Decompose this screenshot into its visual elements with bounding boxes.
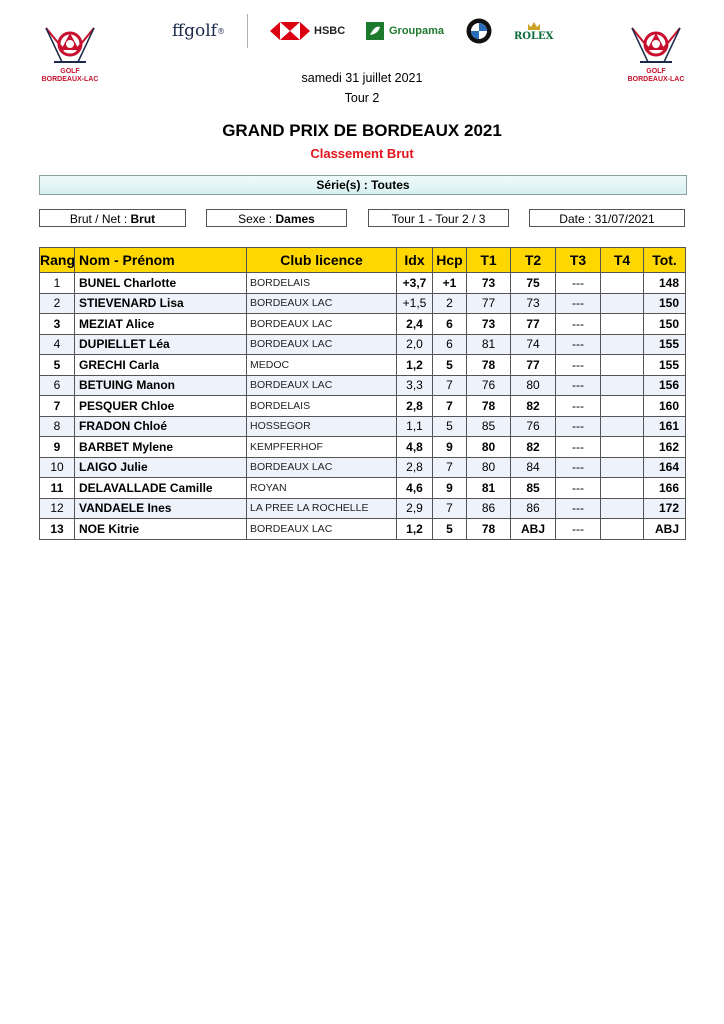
cell-rang: 11 — [40, 478, 75, 499]
col-header-t3: T3 — [556, 248, 601, 273]
registered-mark: ® — [216, 26, 225, 36]
cell-t1: 86 — [467, 498, 511, 519]
hsbc-text: HSBC — [314, 25, 346, 37]
groupama-text: Groupama — [389, 25, 445, 37]
cell-t4 — [601, 375, 644, 396]
cell-club: BORDEAUX LAC — [247, 334, 397, 355]
table-row — [40, 498, 686, 519]
cell-idx: 4,6 — [397, 478, 433, 499]
table-row — [40, 334, 686, 355]
cell-hcp: 7 — [433, 457, 467, 478]
cell-t3: --- — [556, 293, 601, 314]
cell-rang: 7 — [40, 396, 75, 417]
cell-t4 — [601, 273, 644, 294]
cell-hcp: 7 — [433, 375, 467, 396]
club-logo-line1: GOLF — [60, 68, 80, 75]
sexe-value: Dames — [275, 212, 315, 226]
cell-club: MEDOC — [247, 355, 397, 376]
cell-t3: --- — [556, 355, 601, 376]
sexe-filter — [206, 209, 347, 227]
cell-t2: 85 — [511, 478, 556, 499]
golf-club-crest-icon — [618, 22, 694, 68]
cell-idx: 2,9 — [397, 498, 433, 519]
cell-t2: 75 — [511, 273, 556, 294]
table-row — [40, 375, 686, 396]
cell-hcp: 9 — [433, 437, 467, 458]
table-row — [40, 519, 686, 540]
cell-idx: 2,0 — [397, 334, 433, 355]
cell-nom: DELAVALLADE Camille — [75, 478, 247, 499]
cell-t3: --- — [556, 498, 601, 519]
cell-nom: BETUING Manon — [75, 375, 247, 396]
cell-nom: FRADON Chloé — [75, 416, 247, 437]
hsbc-hexagon-icon — [270, 22, 310, 40]
cell-nom: STIEVENARD Lisa — [75, 293, 247, 314]
cell-idx: 4,8 — [397, 437, 433, 458]
cell-hcp: 5 — [433, 416, 467, 437]
tour-filter: Tour 1 - Tour 2 / 3 — [368, 209, 509, 227]
cell-tot: 156 — [644, 375, 686, 396]
cell-t1: 85 — [467, 416, 511, 437]
table-row — [40, 355, 686, 376]
cell-t4 — [601, 416, 644, 437]
table-row — [40, 273, 686, 294]
col-header-t2: T2 — [511, 248, 556, 273]
cell-t3: --- — [556, 375, 601, 396]
cell-idx: +3,7 — [397, 273, 433, 294]
cell-t1: 81 — [467, 478, 511, 499]
cell-club: ROYAN — [247, 478, 397, 499]
cell-t1: 80 — [467, 457, 511, 478]
cell-nom: LAIGO Julie — [75, 457, 247, 478]
cell-tot: 160 — [644, 396, 686, 417]
cell-tot: 150 — [644, 293, 686, 314]
cell-t4 — [601, 478, 644, 499]
cell-t2: 82 — [511, 437, 556, 458]
cell-rang: 6 — [40, 375, 75, 396]
cell-idx: 2,8 — [397, 457, 433, 478]
page-subtitle: Classement Brut — [310, 146, 414, 161]
ffgolf-logo — [172, 10, 225, 52]
cell-idx: 1,1 — [397, 416, 433, 437]
cell-hcp: 6 — [433, 334, 467, 355]
cell-nom: VANDAELE Ines — [75, 498, 247, 519]
hsbc-logo — [270, 10, 345, 52]
cell-hcp: 5 — [433, 519, 467, 540]
cell-t1: 78 — [467, 396, 511, 417]
cell-hcp: +1 — [433, 273, 467, 294]
club-logo-line2: BORDEAUX-LAC — [41, 76, 99, 83]
cell-nom: NOE Kitrie — [75, 519, 247, 540]
cell-rang: 4 — [40, 334, 75, 355]
cell-t2: 73 — [511, 293, 556, 314]
cell-t2: 74 — [511, 334, 556, 355]
cell-nom: PESQUER Chloe — [75, 396, 247, 417]
cell-rang: 9 — [40, 437, 75, 458]
rolex-text: ROLEX — [514, 30, 554, 42]
groupama-leaf-icon — [366, 22, 384, 40]
table-row — [40, 314, 686, 335]
cell-nom: DUPIELLET Léa — [75, 334, 247, 355]
cell-idx: 1,2 — [397, 355, 433, 376]
cell-t1: 78 — [467, 519, 511, 540]
cell-t1: 73 — [467, 273, 511, 294]
cell-idx: 2,4 — [397, 314, 433, 335]
cell-rang: 8 — [40, 416, 75, 437]
cell-t3: --- — [556, 273, 601, 294]
cell-t3: --- — [556, 437, 601, 458]
table-row — [40, 416, 686, 437]
ffgolf-text: ffgolf — [172, 21, 217, 41]
cell-club: BORDEAUX LAC — [247, 293, 397, 314]
cell-t3: --- — [556, 334, 601, 355]
cell-t1: 77 — [467, 293, 511, 314]
cell-t3: --- — [556, 396, 601, 417]
col-header-rang: Rang — [40, 248, 75, 273]
cell-tot: 155 — [644, 355, 686, 376]
cell-rang: 13 — [40, 519, 75, 540]
club-logo-line2: BORDEAUX-LAC — [627, 76, 685, 83]
col-header-hcp: Hcp — [433, 248, 467, 273]
club-logo-line1: GOLF — [646, 68, 666, 75]
cell-tot: 166 — [644, 478, 686, 499]
cell-idx: 3,3 — [397, 375, 433, 396]
brut-net-filter — [39, 209, 186, 227]
cell-tot: 172 — [644, 498, 686, 519]
cell-t1: 81 — [467, 334, 511, 355]
cell-t1: 78 — [467, 355, 511, 376]
sponsor-separator — [247, 14, 248, 48]
cell-rang: 12 — [40, 498, 75, 519]
cell-t1: 80 — [467, 437, 511, 458]
cell-t2: 84 — [511, 457, 556, 478]
cell-t3: --- — [556, 478, 601, 499]
cell-rang: 2 — [40, 293, 75, 314]
cell-t1: 73 — [467, 314, 511, 335]
col-header-nom: Nom - Prénom — [75, 248, 247, 273]
cell-club: BORDEAUX LAC — [247, 519, 397, 540]
cell-t4 — [601, 498, 644, 519]
groupama-logo — [366, 10, 444, 52]
col-header-tot: Tot. — [644, 248, 686, 273]
event-tour: Tour 2 — [344, 91, 380, 105]
table-row — [40, 396, 686, 417]
cell-hcp: 5 — [433, 355, 467, 376]
cell-t4 — [601, 519, 644, 540]
cell-t4 — [601, 355, 644, 376]
brut-net-value: Brut — [130, 212, 156, 226]
table-header-row — [40, 248, 686, 273]
cell-rang: 1 — [40, 273, 75, 294]
cell-tot: 150 — [644, 314, 686, 335]
cell-tot: 155 — [644, 334, 686, 355]
cell-t4 — [601, 334, 644, 355]
col-header-t4: T4 — [601, 248, 644, 273]
table-row — [40, 478, 686, 499]
cell-nom: MEZIAT Alice — [75, 314, 247, 335]
cell-club: HOSSEGOR — [247, 416, 397, 437]
cell-t3: --- — [556, 416, 601, 437]
cell-idx: 2,8 — [397, 396, 433, 417]
cell-nom: BARBET Mylene — [75, 437, 247, 458]
golf-club-crest-icon — [32, 22, 108, 68]
cell-t4 — [601, 396, 644, 417]
table-row — [40, 457, 686, 478]
cell-t2: 76 — [511, 416, 556, 437]
cell-club: KEMPFERHOF — [247, 437, 397, 458]
results-table — [39, 247, 686, 540]
cell-hcp: 7 — [433, 498, 467, 519]
cell-rang: 10 — [40, 457, 75, 478]
event-date: samedi 31 juillet 2021 — [301, 71, 423, 85]
bmw-roundel-icon — [466, 18, 492, 44]
table-row — [40, 437, 686, 458]
col-header-t1: T1 — [467, 248, 511, 273]
cell-idx: +1,5 — [397, 293, 433, 314]
serie-bar: Série(s) : Toutes — [39, 175, 687, 195]
cell-hcp: 7 — [433, 396, 467, 417]
cell-club: LA PREE LA ROCHELLE — [247, 498, 397, 519]
rolex-logo — [514, 10, 553, 52]
cell-tot: ABJ — [644, 519, 686, 540]
cell-rang: 5 — [40, 355, 75, 376]
cell-idx: 1,2 — [397, 519, 433, 540]
cell-t4 — [601, 457, 644, 478]
cell-tot: 162 — [644, 437, 686, 458]
date-filter: Date : 31/07/2021 — [529, 209, 685, 227]
cell-tot: 161 — [644, 416, 686, 437]
cell-nom: GRECHI Carla — [75, 355, 247, 376]
cell-tot: 148 — [644, 273, 686, 294]
cell-t1: 76 — [467, 375, 511, 396]
cell-tot: 164 — [644, 457, 686, 478]
rolex-crown-icon — [527, 21, 541, 31]
cell-rang: 3 — [40, 314, 75, 335]
cell-hcp: 6 — [433, 314, 467, 335]
cell-t4 — [601, 293, 644, 314]
cell-club: BORDEAUX LAC — [247, 375, 397, 396]
cell-t3: --- — [556, 519, 601, 540]
cell-hcp: 2 — [433, 293, 467, 314]
cell-t4 — [601, 437, 644, 458]
cell-t2: 80 — [511, 375, 556, 396]
cell-club: BORDELAIS — [247, 273, 397, 294]
cell-t4 — [601, 314, 644, 335]
table-row — [40, 293, 686, 314]
bmw-logo — [466, 10, 492, 52]
cell-t3: --- — [556, 314, 601, 335]
cell-club: BORDEAUX LAC — [247, 457, 397, 478]
cell-club: BORDEAUX LAC — [247, 314, 397, 335]
cell-t2: ABJ — [511, 519, 556, 540]
cell-t2: 82 — [511, 396, 556, 417]
cell-hcp: 9 — [433, 478, 467, 499]
cell-t3: --- — [556, 457, 601, 478]
col-header-club: Club licence — [247, 248, 397, 273]
brut-net-label: Brut / Net : — [69, 212, 128, 226]
col-header-idx: Idx — [397, 248, 433, 273]
cell-club: BORDELAIS — [247, 396, 397, 417]
sexe-label: Sexe : — [238, 212, 273, 226]
cell-t2: 77 — [511, 355, 556, 376]
cell-nom: BUNEL Charlotte — [75, 273, 247, 294]
cell-t2: 77 — [511, 314, 556, 335]
page-title: GRAND PRIX DE BORDEAUX 2021 — [222, 121, 502, 140]
cell-t2: 86 — [511, 498, 556, 519]
